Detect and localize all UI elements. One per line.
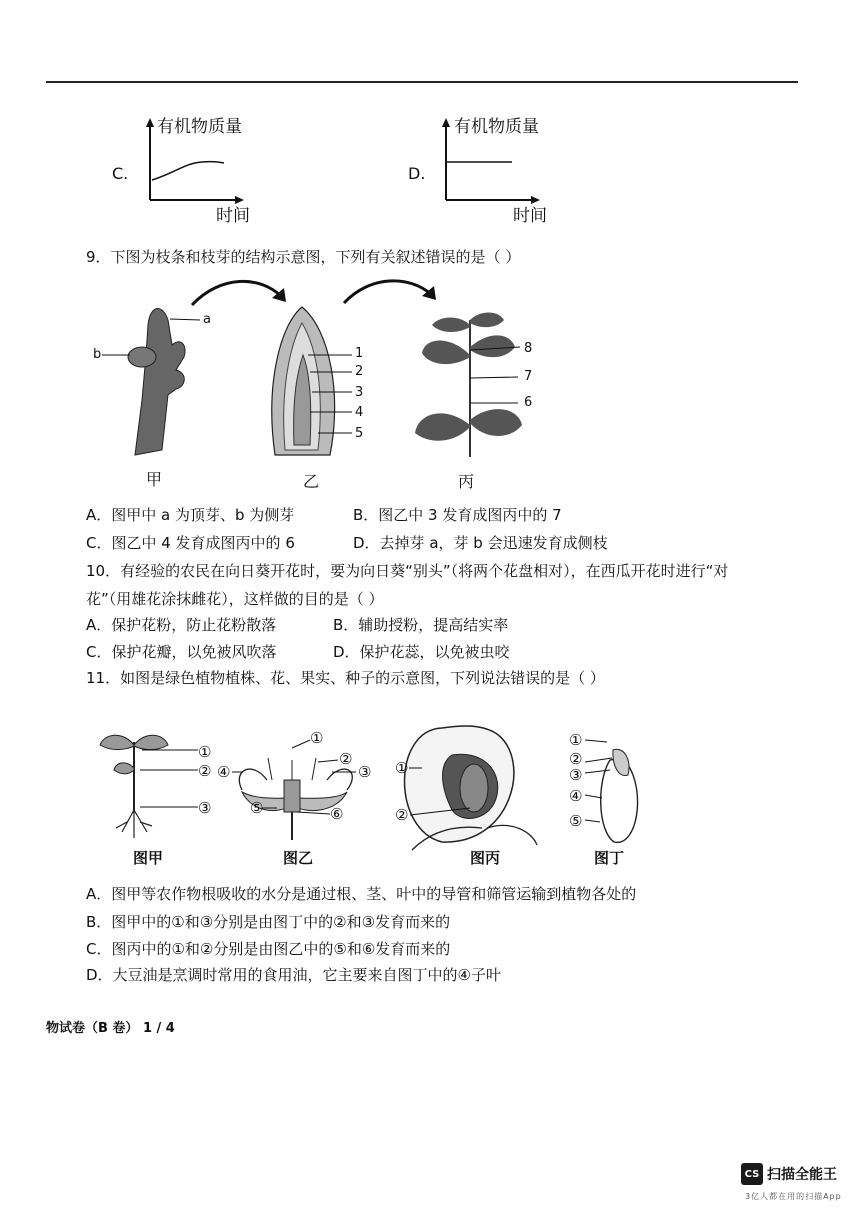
q11-yi-c3: ③ <box>358 763 372 781</box>
scanner-logo-icon: CS <box>741 1163 763 1185</box>
q9-label-3: 3 <box>355 385 364 400</box>
q9-stem: 9．下图为枝条和枝芽的结构示意图，下列有关叙述错误的是（ ） <box>86 248 521 266</box>
q11-jia-c3: ③ <box>198 799 212 817</box>
q9-label-4: 4 <box>355 405 364 420</box>
q11-fig-jia: 图甲 <box>133 849 164 867</box>
q11-yi-c6: ⑥ <box>330 805 344 823</box>
header-rule <box>46 81 798 83</box>
q10-option-c: C．保护花瓣，以免被风吹落 <box>86 643 277 661</box>
q11-option-d: D．大豆油是烹调时常用的食用油，它主要来自图丁中的④子叶 <box>86 966 502 984</box>
q11-fig-ding: 图丁 <box>594 849 625 867</box>
q11-ding-c1: ① <box>569 731 583 749</box>
q9-option-a: A．图甲中 a 为顶芽、b 为侧芽 <box>86 506 295 524</box>
q11-jia-c1: ① <box>198 743 212 761</box>
q11-ding-c2: ② <box>569 750 583 768</box>
q11-fig-yi: 图乙 <box>283 849 314 867</box>
q11-ding-c4: ④ <box>569 787 583 805</box>
q10-stem-line2: 花”（用雄花涂抹雌花），这样做的目的是（ ） <box>86 590 384 608</box>
q9-label-1: 1 <box>355 346 364 361</box>
q11-jia-c2: ② <box>198 762 212 780</box>
graph-c-option: C. <box>112 164 129 183</box>
q9-label-8: 8 <box>524 341 533 356</box>
q9-option-d: D．去掉芽 a，芽 b 会迅速发育成侧枝 <box>353 534 608 552</box>
scanner-tagline: 3亿人都在用的扫描App <box>745 1192 842 1201</box>
q11-option-a: A．图甲等农作物根吸收的水分是通过根、茎、叶中的导管和筛管运输到植物各处的 <box>86 885 637 903</box>
graph-d-xlabel: 时间 <box>513 206 547 226</box>
q11-ding-c5: ⑤ <box>569 812 583 830</box>
q11-ding-c3: ③ <box>569 766 583 784</box>
q9-label-b: b <box>93 347 102 362</box>
q9-fig-bing: 丙 <box>458 472 475 491</box>
q10-option-b: B．辅助授粉，提高结实率 <box>333 616 509 634</box>
q9-label-a: a <box>203 312 211 327</box>
q11-stem: 11．如图是绿色植物植株、花、果实、种子的示意图，下列说法错误的是（ ） <box>86 669 605 687</box>
q9-option-c: C．图乙中 4 发育成图丙中的 6 <box>86 534 295 552</box>
page-footer: 物试卷（B 卷） 1 / 4 <box>46 1021 175 1036</box>
scanner-app-name: 扫描全能王 <box>767 1167 837 1183</box>
graph-d-option: D. <box>408 164 426 183</box>
q9-label-2: 2 <box>355 364 364 379</box>
q11-yi-c4: ④ <box>217 763 231 781</box>
q11-yi-c2: ② <box>339 750 353 768</box>
q11-yi-c5: ⑤ <box>250 799 264 817</box>
q9-label-6: 6 <box>524 395 533 410</box>
q11-bing-c1: ① <box>395 759 409 777</box>
q10-option-a: A．保护花粉，防止花粉散落 <box>86 616 277 634</box>
q11-fig-bing: 图丙 <box>470 849 501 867</box>
q11-option-c: C．图丙中的①和②分别是由图乙中的⑤和⑥发育而来的 <box>86 940 451 958</box>
q10-option-d: D．保护花蕊，以免被虫咬 <box>333 643 510 661</box>
q9-figure <box>80 275 560 500</box>
q9-option-b: B．图乙中 3 发育成图丙中的 7 <box>353 506 562 524</box>
q11-yi-c1: ① <box>310 729 324 747</box>
graph-c-ylabel: 有机物质量 <box>157 117 242 137</box>
q9-label-5: 5 <box>355 426 364 441</box>
q9-fig-jia: 甲 <box>146 470 163 489</box>
q9-label-7: 7 <box>524 369 533 384</box>
q10-stem-line1: 10．有经验的农民在向日葵开花时，要为向日葵“别头”（将两个花盘相对），在西瓜开花时进行“对 <box>86 562 729 580</box>
q11-option-b: B．图甲中的①和③分别是由图丁中的②和③发育而来的 <box>86 913 451 931</box>
graph-c-xlabel: 时间 <box>216 206 250 226</box>
q11-bing-c2: ② <box>395 806 409 824</box>
q9-fig-yi: 乙 <box>303 472 320 491</box>
graph-d-ylabel: 有机物质量 <box>454 117 539 137</box>
